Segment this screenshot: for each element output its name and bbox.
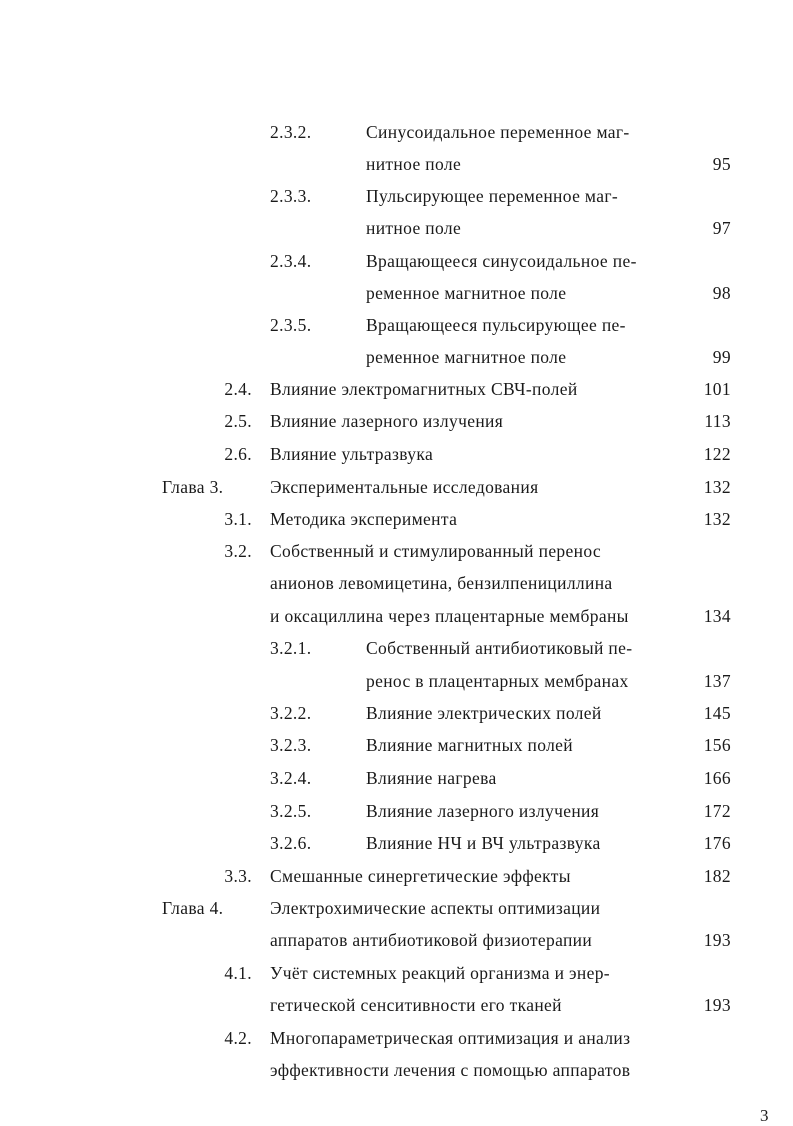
toc-entry-title: Собственный антибиотиковый пе- — [366, 638, 633, 658]
toc-entry-number: 3.2.4. — [270, 768, 312, 788]
toc-entry-title: Вращающееся пульсирующее пе- — [366, 315, 626, 335]
toc-line — [0, 311, 793, 339]
toc-entry-number: 2.6. — [224, 444, 252, 464]
toc-line — [0, 829, 793, 857]
toc-entry-title: Экспериментальные исследования — [270, 477, 539, 497]
toc-entry-title: Смешанные синергетические эффекты — [270, 866, 571, 886]
toc-entry-page: 176 — [703, 833, 731, 853]
toc-entry-page: 101 — [703, 379, 731, 399]
toc-entry-number: 2.4. — [224, 379, 252, 399]
toc-entry-number: 2.5. — [224, 411, 252, 431]
toc-line — [0, 602, 793, 630]
toc-entry-title: Учёт системных реакций организма и энер- — [270, 963, 610, 983]
toc-line — [0, 1024, 793, 1052]
toc-entry-title: Влияние НЧ и ВЧ ультразвука — [366, 833, 601, 853]
toc-entry-page: 134 — [703, 606, 731, 626]
toc-entry-number: 3.2.6. — [270, 833, 312, 853]
toc-line — [0, 959, 793, 987]
toc-entry-title: нитное поле — [366, 218, 462, 238]
toc-chapter-number: Глава 4. — [162, 898, 224, 918]
toc-entry-title: Влияние электрических полей — [366, 703, 602, 723]
toc-entry-title: Влияние электромагнитных СВЧ-полей — [270, 379, 578, 399]
toc-line — [0, 862, 793, 890]
toc-line — [0, 407, 793, 435]
toc-entry-number: 2.3.5. — [270, 315, 312, 335]
toc-entry-page: 132 — [703, 509, 731, 529]
toc-line — [0, 375, 793, 403]
toc-line — [0, 343, 793, 371]
toc-entry-page: 156 — [703, 735, 731, 755]
toc-chapter-number: Глава 3. — [162, 477, 224, 497]
toc-entry-title: эффективности лечения с помощью аппаратов — [270, 1060, 631, 1080]
toc-entry-title: Влияние магнитных полей — [366, 735, 574, 755]
toc-line — [0, 150, 793, 178]
toc-line — [0, 118, 793, 146]
toc-entry-page: 193 — [703, 930, 731, 950]
toc-entry-page: 145 — [703, 703, 731, 723]
page-number: 3 — [760, 1106, 769, 1125]
toc-entry-page: 97 — [712, 218, 731, 238]
toc-entry-number: 2.3.4. — [270, 251, 312, 271]
toc-line — [0, 247, 793, 275]
toc-entry-page: 98 — [712, 283, 731, 303]
toc-entry-title: Влияние лазерного излучения — [366, 801, 600, 821]
toc-line — [0, 894, 793, 922]
toc-entry-page: 172 — [703, 801, 731, 821]
toc-entry-title: Вращающееся синусоидальное пе- — [366, 251, 637, 271]
toc-entry-number: 3.2.2. — [270, 703, 312, 723]
toc-line — [0, 764, 793, 792]
toc-entry-number: 2.3.3. — [270, 186, 312, 206]
toc-entry-page: 193 — [703, 995, 731, 1015]
toc-line — [0, 182, 793, 210]
toc-entry-title: ренос в плацентарных мембранах — [366, 671, 629, 691]
toc-line — [0, 926, 793, 954]
toc-entry-number: 4.2. — [224, 1028, 252, 1048]
toc-entry-number: 4.1. — [224, 963, 252, 983]
toc-entry-page: 182 — [703, 866, 731, 886]
toc-entry-number: 3.2.1. — [270, 638, 312, 658]
toc-entry-number: 3.2. — [224, 541, 252, 561]
toc-line — [0, 279, 793, 307]
toc-entry-title: и оксациллина через плацентарные мембраны — [270, 606, 629, 626]
toc-entry-title: ременное магнитное поле — [366, 283, 567, 303]
toc-line — [0, 634, 793, 662]
toc-entry-title: Пульсирующее переменное маг- — [366, 186, 619, 206]
toc-entry-title: Собственный и стимулированный перенос — [270, 541, 602, 561]
toc-entry-title: Электрохимические аспекты оптимизации — [270, 898, 601, 918]
toc-line — [0, 991, 793, 1019]
toc-entry-title: анионов левомицетина, бензилпенициллина — [270, 573, 613, 593]
toc-line — [0, 569, 793, 597]
toc-entry-page: 99 — [712, 347, 731, 367]
toc-entry-title: Синусоидальное переменное маг- — [366, 122, 630, 142]
toc-entry-title: Влияние ультразвука — [270, 444, 434, 464]
toc-entry-title: гетической сенситивности его тканей — [270, 995, 562, 1015]
toc-line — [0, 505, 793, 533]
toc-entry-page: 113 — [704, 411, 731, 431]
toc-entry-title: Многопараметрическая оптимизация и анализ — [270, 1028, 631, 1048]
toc-line — [0, 440, 793, 468]
toc-entry-number: 2.3.2. — [270, 122, 312, 142]
toc-entry-number: 3.1. — [224, 509, 252, 529]
toc-entry-title: аппаратов антибиотиковой физиотерапии — [270, 930, 593, 950]
toc-line — [0, 1056, 793, 1084]
toc-line — [0, 537, 793, 565]
toc-entry-number: 3.3. — [224, 866, 252, 886]
toc-entry-page: 132 — [703, 477, 731, 497]
toc-entry-page: 166 — [703, 768, 731, 788]
toc-line — [0, 797, 793, 825]
toc-entry-title: ременное магнитное поле — [366, 347, 567, 367]
toc-entry-number: 3.2.5. — [270, 801, 312, 821]
toc-entry-page: 95 — [712, 154, 731, 174]
toc-entry-title: Методика эксперимента — [270, 509, 458, 529]
toc-entry-title: Влияние лазерного излучения — [270, 411, 504, 431]
toc-line — [0, 214, 793, 242]
toc-entry-page: 122 — [703, 444, 731, 464]
toc-line — [0, 699, 793, 727]
toc-entry-title: нитное поле — [366, 154, 462, 174]
toc-entry-page: 137 — [703, 671, 731, 691]
toc-line — [0, 731, 793, 759]
toc-line — [0, 667, 793, 695]
toc-entry-title: Влияние нагрева — [366, 768, 497, 788]
toc-line — [0, 473, 793, 501]
toc-entry-number: 3.2.3. — [270, 735, 312, 755]
